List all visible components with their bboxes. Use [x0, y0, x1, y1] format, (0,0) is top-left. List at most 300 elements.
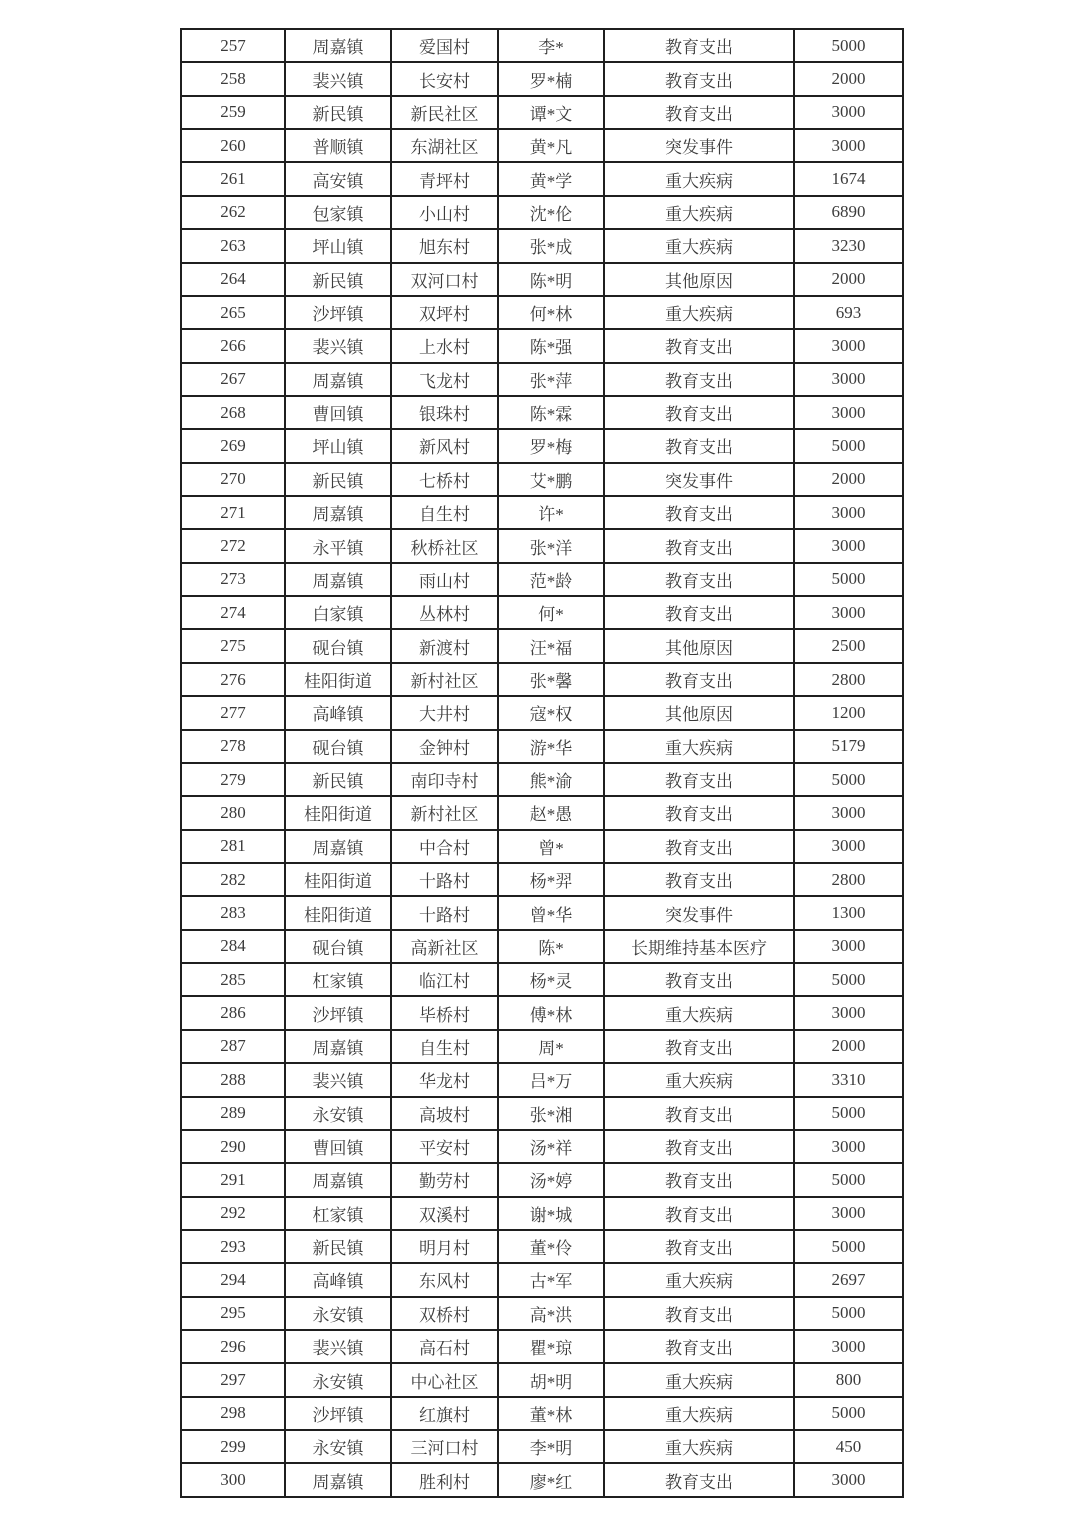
- amount-cell: 5000: [794, 763, 903, 796]
- amount-cell: 5000: [794, 963, 903, 996]
- person-name-cell: 罗*梅: [498, 429, 604, 462]
- person-name-cell: 何*林: [498, 296, 604, 329]
- reason-cell: 教育支出: [604, 596, 794, 629]
- town-cell: 永安镇: [285, 1363, 391, 1396]
- reason-cell: 重大疾病: [604, 1363, 794, 1396]
- town-cell: 永平镇: [285, 529, 391, 562]
- row-number-cell: 270: [181, 463, 285, 496]
- village-cell: 东湖社区: [391, 129, 498, 162]
- row-number-cell: 289: [181, 1097, 285, 1130]
- row-number-cell: 259: [181, 96, 285, 129]
- village-cell: 金钟村: [391, 730, 498, 763]
- village-cell: 旭东村: [391, 229, 498, 262]
- table-row: [181, 963, 903, 996]
- reason-cell: 重大疾病: [604, 229, 794, 262]
- person-name-cell: 范*龄: [498, 563, 604, 596]
- town-cell: 普顺镇: [285, 129, 391, 162]
- reason-cell: 教育支出: [604, 529, 794, 562]
- reason-cell: 教育支出: [604, 329, 794, 362]
- row-number-cell: 264: [181, 263, 285, 296]
- table-row: [181, 1397, 903, 1430]
- amount-cell: 3000: [794, 96, 903, 129]
- row-number-cell: 286: [181, 996, 285, 1029]
- table-row: [181, 1330, 903, 1363]
- table-row: [181, 1263, 903, 1296]
- village-cell: 秋桥社区: [391, 529, 498, 562]
- town-cell: 周嘉镇: [285, 563, 391, 596]
- reason-cell: 其他原因: [604, 629, 794, 662]
- town-cell: 高峰镇: [285, 1263, 391, 1296]
- town-cell: 新民镇: [285, 763, 391, 796]
- reason-cell: 教育支出: [604, 496, 794, 529]
- village-cell: 华龙村: [391, 1063, 498, 1096]
- town-cell: 坪山镇: [285, 229, 391, 262]
- amount-cell: 1200: [794, 696, 903, 729]
- town-cell: 周嘉镇: [285, 830, 391, 863]
- village-cell: 东风村: [391, 1263, 498, 1296]
- table-row: [181, 396, 903, 429]
- village-cell: 临江村: [391, 963, 498, 996]
- village-cell: 长安村: [391, 62, 498, 95]
- village-cell: 飞龙村: [391, 363, 498, 396]
- town-cell: 新民镇: [285, 1230, 391, 1263]
- row-number-cell: 299: [181, 1430, 285, 1463]
- table-row: [181, 463, 903, 496]
- town-cell: 裴兴镇: [285, 1063, 391, 1096]
- amount-cell: 3310: [794, 1063, 903, 1096]
- person-name-cell: 瞿*琼: [498, 1330, 604, 1363]
- village-cell: 十路村: [391, 863, 498, 896]
- row-number-cell: 300: [181, 1463, 285, 1497]
- amount-cell: 3000: [794, 996, 903, 1029]
- reason-cell: 教育支出: [604, 863, 794, 896]
- row-number-cell: 258: [181, 62, 285, 95]
- row-number-cell: 269: [181, 429, 285, 462]
- table-row: [181, 429, 903, 462]
- table-row: [181, 1030, 903, 1063]
- person-name-cell: 张*成: [498, 229, 604, 262]
- amount-cell: 5179: [794, 730, 903, 763]
- person-name-cell: 曾*华: [498, 896, 604, 929]
- person-name-cell: 许*: [498, 496, 604, 529]
- row-number-cell: 272: [181, 529, 285, 562]
- row-number-cell: 291: [181, 1163, 285, 1196]
- table-row: [181, 1197, 903, 1230]
- row-number-cell: 277: [181, 696, 285, 729]
- table-row: [181, 830, 903, 863]
- person-name-cell: 杨*羿: [498, 863, 604, 896]
- table-row: [181, 1163, 903, 1196]
- table-row: [181, 296, 903, 329]
- row-number-cell: 260: [181, 129, 285, 162]
- town-cell: 裴兴镇: [285, 1330, 391, 1363]
- reason-cell: 教育支出: [604, 429, 794, 462]
- village-cell: 爱国村: [391, 29, 498, 62]
- amount-cell: 5000: [794, 429, 903, 462]
- amount-cell: 1300: [794, 896, 903, 929]
- town-cell: 砚台镇: [285, 930, 391, 963]
- person-name-cell: 吕*万: [498, 1063, 604, 1096]
- row-number-cell: 287: [181, 1030, 285, 1063]
- amount-cell: 3000: [794, 1330, 903, 1363]
- row-number-cell: 285: [181, 963, 285, 996]
- amount-cell: 3000: [794, 363, 903, 396]
- assistance-records-table: [180, 28, 904, 1498]
- town-cell: 周嘉镇: [285, 1463, 391, 1497]
- person-name-cell: 汤*祥: [498, 1130, 604, 1163]
- row-number-cell: 274: [181, 596, 285, 629]
- town-cell: 永安镇: [285, 1097, 391, 1130]
- village-cell: 明月村: [391, 1230, 498, 1263]
- row-number-cell: 298: [181, 1397, 285, 1430]
- row-number-cell: 257: [181, 29, 285, 62]
- reason-cell: 其他原因: [604, 696, 794, 729]
- person-name-cell: 游*华: [498, 730, 604, 763]
- person-name-cell: 张*洋: [498, 529, 604, 562]
- person-name-cell: 罗*楠: [498, 62, 604, 95]
- reason-cell: 重大疾病: [604, 730, 794, 763]
- village-cell: 银珠村: [391, 396, 498, 429]
- row-number-cell: 288: [181, 1063, 285, 1096]
- amount-cell: 5000: [794, 1397, 903, 1430]
- person-name-cell: 李*: [498, 29, 604, 62]
- reason-cell: 重大疾病: [604, 1063, 794, 1096]
- person-name-cell: 古*军: [498, 1263, 604, 1296]
- amount-cell: 5000: [794, 1163, 903, 1196]
- table-row: [181, 496, 903, 529]
- amount-cell: 450: [794, 1430, 903, 1463]
- amount-cell: 800: [794, 1363, 903, 1396]
- person-name-cell: 黄*学: [498, 162, 604, 195]
- amount-cell: 5000: [794, 1230, 903, 1263]
- town-cell: 周嘉镇: [285, 29, 391, 62]
- person-name-cell: 高*洪: [498, 1297, 604, 1330]
- village-cell: 毕桥村: [391, 996, 498, 1029]
- reason-cell: 重大疾病: [604, 296, 794, 329]
- amount-cell: 3000: [794, 830, 903, 863]
- village-cell: 胜利村: [391, 1463, 498, 1497]
- row-number-cell: 273: [181, 563, 285, 596]
- town-cell: 曹回镇: [285, 1130, 391, 1163]
- row-number-cell: 296: [181, 1330, 285, 1363]
- town-cell: 砚台镇: [285, 629, 391, 662]
- amount-cell: 2500: [794, 629, 903, 662]
- town-cell: 新民镇: [285, 263, 391, 296]
- town-cell: 包家镇: [285, 196, 391, 229]
- reason-cell: 教育支出: [604, 1197, 794, 1230]
- village-cell: 自生村: [391, 1030, 498, 1063]
- reason-cell: 教育支出: [604, 563, 794, 596]
- village-cell: 十路村: [391, 896, 498, 929]
- village-cell: 青坪村: [391, 162, 498, 195]
- town-cell: 桂阳街道: [285, 796, 391, 829]
- reason-cell: 教育支出: [604, 963, 794, 996]
- village-cell: 雨山村: [391, 563, 498, 596]
- row-number-cell: 283: [181, 896, 285, 929]
- reason-cell: 教育支出: [604, 1463, 794, 1497]
- town-cell: 沙坪镇: [285, 1397, 391, 1430]
- town-cell: 杠家镇: [285, 1197, 391, 1230]
- row-number-cell: 290: [181, 1130, 285, 1163]
- table-row: [181, 1430, 903, 1463]
- town-cell: 周嘉镇: [285, 496, 391, 529]
- reason-cell: 教育支出: [604, 1030, 794, 1063]
- village-cell: 小山村: [391, 196, 498, 229]
- village-cell: 勤劳村: [391, 1163, 498, 1196]
- reason-cell: 教育支出: [604, 1163, 794, 1196]
- reason-cell: 教育支出: [604, 29, 794, 62]
- row-number-cell: 282: [181, 863, 285, 896]
- amount-cell: 3000: [794, 529, 903, 562]
- amount-cell: 3000: [794, 596, 903, 629]
- reason-cell: 教育支出: [604, 763, 794, 796]
- town-cell: 桂阳街道: [285, 863, 391, 896]
- amount-cell: 3000: [794, 396, 903, 429]
- amount-cell: 5000: [794, 563, 903, 596]
- village-cell: 高新社区: [391, 930, 498, 963]
- town-cell: 白家镇: [285, 596, 391, 629]
- reason-cell: 其他原因: [604, 263, 794, 296]
- amount-cell: 3000: [794, 1463, 903, 1497]
- table-row: [181, 1130, 903, 1163]
- table-row: [181, 1363, 903, 1396]
- row-number-cell: 263: [181, 229, 285, 262]
- village-cell: 大井村: [391, 696, 498, 729]
- amount-cell: 5000: [794, 29, 903, 62]
- table-row: [181, 930, 903, 963]
- person-name-cell: 陈*强: [498, 329, 604, 362]
- amount-cell: 693: [794, 296, 903, 329]
- person-name-cell: 李*明: [498, 1430, 604, 1463]
- town-cell: 裴兴镇: [285, 62, 391, 95]
- reason-cell: 教育支出: [604, 96, 794, 129]
- reason-cell: 教育支出: [604, 796, 794, 829]
- person-name-cell: 张*湘: [498, 1097, 604, 1130]
- person-name-cell: 曾*: [498, 830, 604, 863]
- table-row: [181, 229, 903, 262]
- table-row: [181, 96, 903, 129]
- person-name-cell: 熊*渝: [498, 763, 604, 796]
- village-cell: 双桥村: [391, 1297, 498, 1330]
- table-row: [181, 1063, 903, 1096]
- amount-cell: 3000: [794, 496, 903, 529]
- town-cell: 永安镇: [285, 1430, 391, 1463]
- person-name-cell: 何*: [498, 596, 604, 629]
- town-cell: 新民镇: [285, 463, 391, 496]
- row-number-cell: 276: [181, 663, 285, 696]
- row-number-cell: 267: [181, 363, 285, 396]
- town-cell: 砚台镇: [285, 730, 391, 763]
- reason-cell: 教育支出: [604, 363, 794, 396]
- table-row: [181, 596, 903, 629]
- town-cell: 高峰镇: [285, 696, 391, 729]
- amount-cell: 2000: [794, 463, 903, 496]
- reason-cell: 教育支出: [604, 1130, 794, 1163]
- row-number-cell: 293: [181, 1230, 285, 1263]
- town-cell: 新民镇: [285, 96, 391, 129]
- person-name-cell: 陈*霖: [498, 396, 604, 429]
- person-name-cell: 张*萍: [498, 363, 604, 396]
- reason-cell: 重大疾病: [604, 196, 794, 229]
- table-row: [181, 763, 903, 796]
- person-name-cell: 廖*红: [498, 1463, 604, 1497]
- table-row: [181, 1297, 903, 1330]
- person-name-cell: 赵*愚: [498, 796, 604, 829]
- amount-cell: 3000: [794, 1130, 903, 1163]
- person-name-cell: 陈*: [498, 930, 604, 963]
- village-cell: 高石村: [391, 1330, 498, 1363]
- row-number-cell: 271: [181, 496, 285, 529]
- amount-cell: 2000: [794, 263, 903, 296]
- village-cell: 红旗村: [391, 1397, 498, 1430]
- village-cell: 七桥村: [391, 463, 498, 496]
- row-number-cell: 275: [181, 629, 285, 662]
- reason-cell: 教育支出: [604, 1097, 794, 1130]
- amount-cell: 1674: [794, 162, 903, 195]
- amount-cell: 3000: [794, 129, 903, 162]
- person-name-cell: 胡*明: [498, 1363, 604, 1396]
- town-cell: 裴兴镇: [285, 329, 391, 362]
- amount-cell: 2800: [794, 663, 903, 696]
- table-row: [181, 629, 903, 662]
- amount-cell: 5000: [794, 1097, 903, 1130]
- table-row: [181, 896, 903, 929]
- town-cell: 周嘉镇: [285, 1163, 391, 1196]
- person-name-cell: 艾*鹏: [498, 463, 604, 496]
- village-cell: 新村社区: [391, 663, 498, 696]
- person-name-cell: 杨*灵: [498, 963, 604, 996]
- table-row: [181, 1463, 903, 1497]
- row-number-cell: 297: [181, 1363, 285, 1396]
- row-number-cell: 261: [181, 162, 285, 195]
- reason-cell: 教育支出: [604, 1230, 794, 1263]
- village-cell: 新民社区: [391, 96, 498, 129]
- row-number-cell: 265: [181, 296, 285, 329]
- reason-cell: 教育支出: [604, 1297, 794, 1330]
- person-name-cell: 傅*林: [498, 996, 604, 1029]
- village-cell: 中心社区: [391, 1363, 498, 1396]
- amount-cell: 3000: [794, 329, 903, 362]
- row-number-cell: 266: [181, 329, 285, 362]
- village-cell: 三河口村: [391, 1430, 498, 1463]
- person-name-cell: 汪*福: [498, 629, 604, 662]
- person-name-cell: 沈*伦: [498, 196, 604, 229]
- town-cell: 周嘉镇: [285, 363, 391, 396]
- village-cell: 双溪村: [391, 1197, 498, 1230]
- table-row: [181, 996, 903, 1029]
- person-name-cell: 谢*城: [498, 1197, 604, 1230]
- row-number-cell: 278: [181, 730, 285, 763]
- row-number-cell: 262: [181, 196, 285, 229]
- assistance-table-body: [181, 29, 903, 1497]
- village-cell: 中合村: [391, 830, 498, 863]
- person-name-cell: 谭*文: [498, 96, 604, 129]
- person-name-cell: 黄*凡: [498, 129, 604, 162]
- reason-cell: 突发事件: [604, 463, 794, 496]
- person-name-cell: 董*林: [498, 1397, 604, 1430]
- person-name-cell: 寇*权: [498, 696, 604, 729]
- town-cell: 杠家镇: [285, 963, 391, 996]
- town-cell: 永安镇: [285, 1297, 391, 1330]
- town-cell: 曹回镇: [285, 396, 391, 429]
- town-cell: 沙坪镇: [285, 296, 391, 329]
- table-row: [181, 363, 903, 396]
- village-cell: 自生村: [391, 496, 498, 529]
- village-cell: 新村社区: [391, 796, 498, 829]
- row-number-cell: 294: [181, 1263, 285, 1296]
- row-number-cell: 280: [181, 796, 285, 829]
- amount-cell: 3000: [794, 796, 903, 829]
- amount-cell: 5000: [794, 1297, 903, 1330]
- town-cell: 周嘉镇: [285, 1030, 391, 1063]
- amount-cell: 2000: [794, 62, 903, 95]
- row-number-cell: 295: [181, 1297, 285, 1330]
- row-number-cell: 279: [181, 763, 285, 796]
- amount-cell: 2000: [794, 1030, 903, 1063]
- table-row: [181, 529, 903, 562]
- village-cell: 上水村: [391, 329, 498, 362]
- reason-cell: 突发事件: [604, 129, 794, 162]
- reason-cell: 重大疾病: [604, 1430, 794, 1463]
- reason-cell: 长期维持基本医疗: [604, 930, 794, 963]
- table-row: [181, 162, 903, 195]
- table-row: [181, 730, 903, 763]
- row-number-cell: 268: [181, 396, 285, 429]
- town-cell: 坪山镇: [285, 429, 391, 462]
- town-cell: 桂阳街道: [285, 663, 391, 696]
- town-cell: 高安镇: [285, 162, 391, 195]
- amount-cell: 6890: [794, 196, 903, 229]
- village-cell: 高坡村: [391, 1097, 498, 1130]
- village-cell: 丛林村: [391, 596, 498, 629]
- reason-cell: 重大疾病: [604, 1263, 794, 1296]
- reason-cell: 突发事件: [604, 896, 794, 929]
- village-cell: 新风村: [391, 429, 498, 462]
- table-row: [181, 796, 903, 829]
- table-row: [181, 196, 903, 229]
- amount-cell: 3000: [794, 930, 903, 963]
- town-cell: 沙坪镇: [285, 996, 391, 1029]
- table-row: [181, 29, 903, 62]
- reason-cell: 教育支出: [604, 663, 794, 696]
- town-cell: 桂阳街道: [285, 896, 391, 929]
- village-cell: 南印寺村: [391, 763, 498, 796]
- reason-cell: 重大疾病: [604, 162, 794, 195]
- reason-cell: 教育支出: [604, 830, 794, 863]
- table-row: [181, 1097, 903, 1130]
- person-name-cell: 陈*明: [498, 263, 604, 296]
- table-row: [181, 62, 903, 95]
- amount-cell: 2800: [794, 863, 903, 896]
- reason-cell: 重大疾病: [604, 996, 794, 1029]
- row-number-cell: 281: [181, 830, 285, 863]
- table-row: [181, 129, 903, 162]
- table-row: [181, 329, 903, 362]
- person-name-cell: 张*馨: [498, 663, 604, 696]
- row-number-cell: 292: [181, 1197, 285, 1230]
- table-row: [181, 1230, 903, 1263]
- reason-cell: 重大疾病: [604, 1397, 794, 1430]
- table-row: [181, 263, 903, 296]
- amount-cell: 2697: [794, 1263, 903, 1296]
- village-cell: 平安村: [391, 1130, 498, 1163]
- table-row: [181, 696, 903, 729]
- amount-cell: 3000: [794, 1197, 903, 1230]
- village-cell: 双河口村: [391, 263, 498, 296]
- table-row: [181, 663, 903, 696]
- person-name-cell: 汤*婷: [498, 1163, 604, 1196]
- village-cell: 新渡村: [391, 629, 498, 662]
